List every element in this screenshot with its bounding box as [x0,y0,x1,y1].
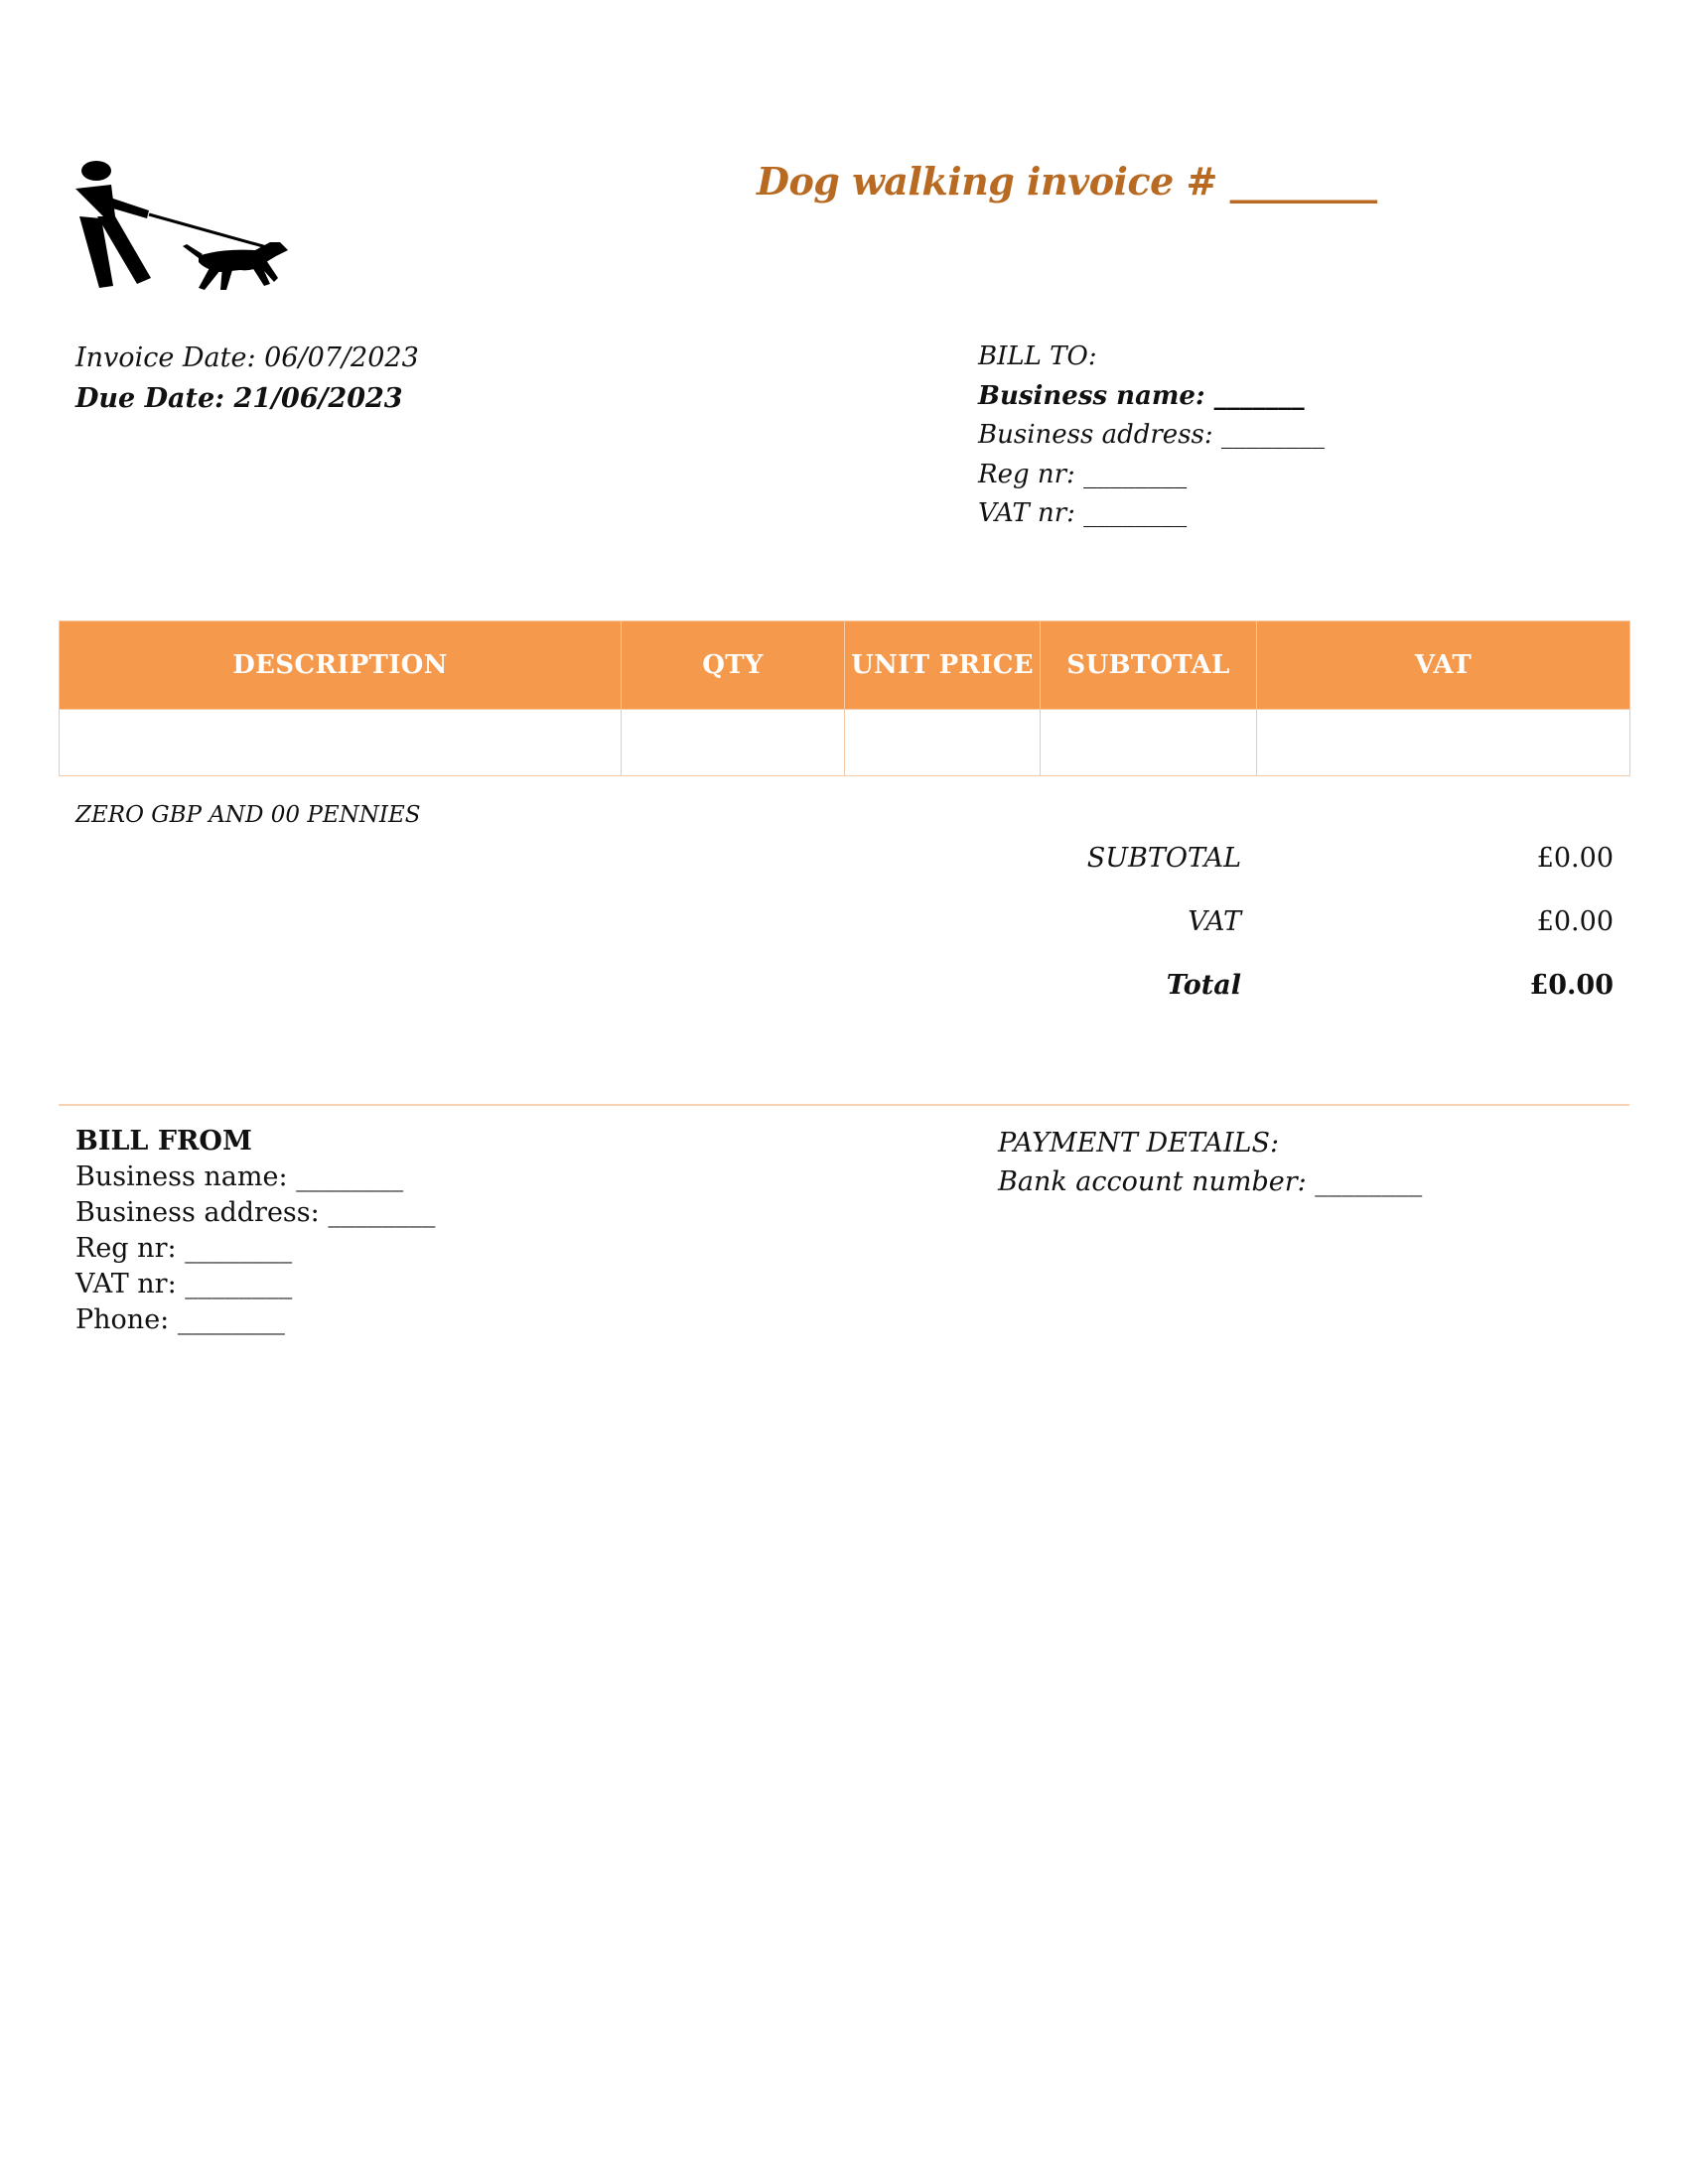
amount-in-words: ZERO GBP AND 00 PENNIES [75,802,421,828]
bill-from-vat-nr: VAT nr: ________ [75,1269,293,1299]
bank-account-number: Bank account number: ________ [998,1166,1423,1197]
column-header-description: DESCRIPTION [60,621,622,710]
table-row [60,710,1630,776]
table-cell[interactable] [1041,710,1257,776]
column-header-vat: VAT [1257,621,1630,710]
bill-from-heading: BILL FROM [75,1126,252,1157]
section-divider [59,1104,1629,1106]
invoice-dates [75,338,419,419]
bill-from-phone: Phone: ________ [75,1304,285,1335]
table-cell[interactable] [845,710,1041,776]
bill-from-business-address: Business address: ________ [75,1197,436,1228]
dog-walking-icon [71,159,300,298]
column-header-qty: QTY [622,621,845,710]
payment-details-block [998,1124,1422,1201]
subtotal-value: £0.00 [1536,842,1614,874]
vat-label: VAT [1188,905,1241,937]
vat-row [993,889,1623,953]
bill-to-reg-nr: Reg nr: ________ [978,459,1188,489]
table-header-row [60,621,1630,710]
total-label: Total [1166,969,1241,1001]
bill-to-vat-nr: VAT nr: ________ [978,498,1188,528]
column-header-unit-price: UNIT PRICE [845,621,1041,710]
total-value: £0.00 [1529,969,1614,1001]
table-cell[interactable] [622,710,845,776]
bill-from-reg-nr: Reg nr: ________ [75,1233,293,1264]
column-header-subtotal: SUBTOTAL [1041,621,1257,710]
bill-to-business-address: Business address: ________ [978,420,1325,450]
table-cell[interactable] [60,710,622,776]
table-cell[interactable] [1257,710,1630,776]
bill-to-heading: BILL TO: [978,341,1097,371]
invoice-title: Dog walking invoice # ________ [757,159,1377,204]
vat-value: £0.00 [1536,905,1614,937]
total-row [993,953,1623,1017]
totals-table [993,826,1623,1017]
bill-from-business-name: Business name: ________ [75,1161,404,1192]
invoice-date: Invoice Date: 06/07/2023 [75,342,419,373]
subtotal-label: SUBTOTAL [1086,842,1241,874]
bill-from-block [75,1124,435,1338]
bill-to-business-name: Business name: _______ [978,380,1305,411]
payment-heading: PAYMENT DETAILS: [998,1128,1280,1159]
items-table [59,620,1630,776]
subtotal-row [993,826,1623,889]
bill-to-block [978,338,1325,534]
due-date: Due Date: 21/06/2023 [75,383,403,414]
